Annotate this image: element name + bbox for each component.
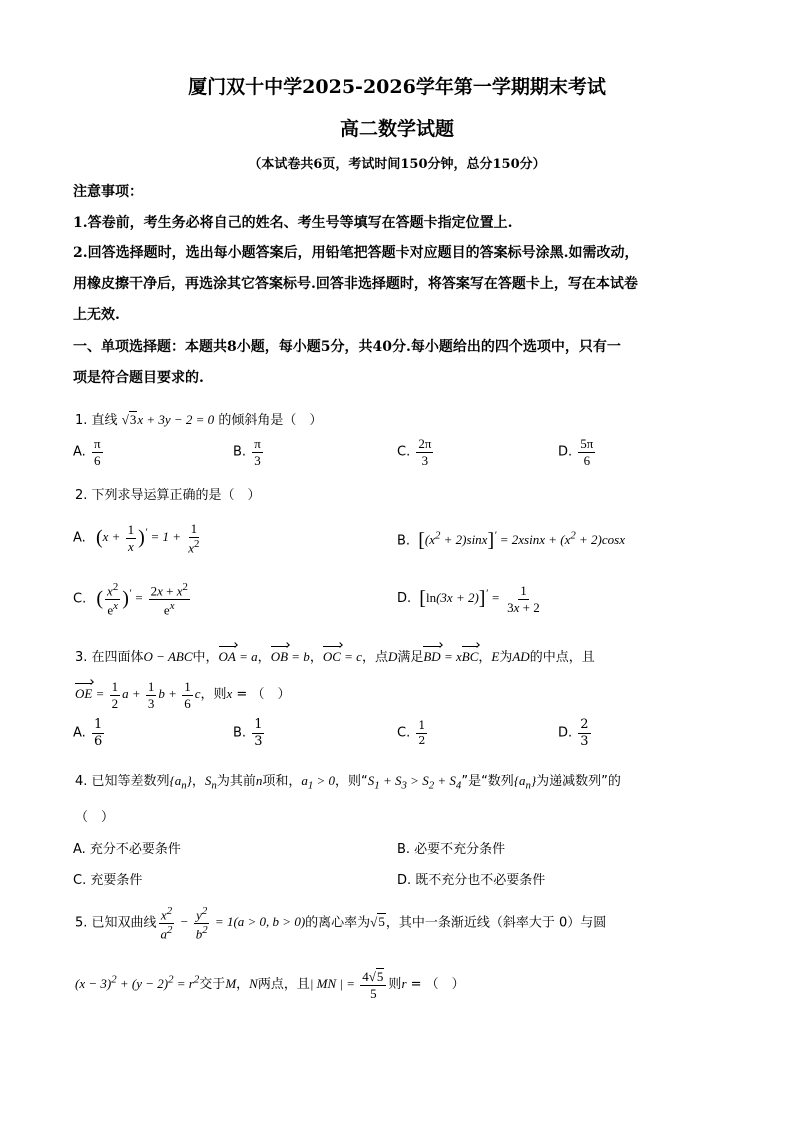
exam-info: （本试卷共6页，考试时间150分钟，总分150分） <box>248 157 546 172</box>
question-3-line-1: 3. 在四面体O − ABC中，OA = a，OB = b，OC = c，点D满足BD = xBC，E为AD的中点，且 <box>75 649 595 665</box>
q2-option-a[interactable]: A. (x + $\frac{1}{x}$ )′ = 1 + $\frac{1}{x^2}$ <box>73 521 200 555</box>
q1-option-d[interactable]: D. $\frac{5\pi}{6}$ <box>558 436 594 468</box>
question-3-line-2: OE = $\frac{1}{2}$ a + $\frac{1}{3}$ b + $\frac{1}{6}$ c，则x = （ ） <box>75 679 291 711</box>
question-4-paren: （ ） <box>75 810 115 825</box>
q2-option-d[interactable]: D. [ln(3x + 2)]′ = $\frac{1}{3x + 2}$ <box>397 583 540 615</box>
notes-item-1: 1.答卷前，考生务必将自己的姓名、考生号等填写在答题卡指定位置上. <box>73 215 513 231</box>
exam-title: 厦门双十中学2025-2026学年第一学期期末考试 <box>188 76 606 98</box>
notes-item-2-line-3: 上无效. <box>73 307 120 323</box>
question-2: 2. 下列求导运算正确的是（ ） <box>75 488 261 503</box>
notes-item-2-line-2: 用橡皮擦干净后，再选涂其它答案标号.回答非选择题时，将答案写在答题卡上，写在本试卷 <box>73 276 638 292</box>
question-1 <box>75 409 322 428</box>
q1-prefix: 1. 直线 <box>75 413 118 428</box>
q3-option-c[interactable]: C. $\frac{1}{2}$ <box>397 719 426 747</box>
question-5-line-2: $(x - 3)^2 + (y - 2)^2 = r^2$交于M，N两点，且| MN | = $\frac{4√5}{5}$ 则r = （ ） <box>75 969 465 1001</box>
notes-item-2-line-1: 2.回答选择题时，选出每小题答案后，用铅笔把答题卡对应题目的答案标号涂黑.如需改动， <box>73 245 639 261</box>
q1-option-a[interactable]: A. $\frac{\pi}{6}$ <box>73 436 101 468</box>
q4-option-c[interactable]: C. 充要条件 <box>73 873 143 888</box>
q4-option-b[interactable]: B. 必要不充分条件 <box>397 842 506 857</box>
question-5-line-1: 5. 已知双曲线 $\frac{x^2}{a^2}$ − $\frac{y^2}{b^2}$ = 1(a > 0, b > 0)的离心率为√5，其中一条渐近线（斜率大于 0）与圆 <box>75 905 607 942</box>
q4-option-a[interactable]: A. 充分不必要条件 <box>73 842 181 857</box>
q3-option-b[interactable]: B. $\frac{1}{3}$ <box>233 717 263 749</box>
section-1-heading-line-1: 一、单项选择题：本题共8小题，每小题5分，共40分.每小题给出的四个选项中，只有一 <box>73 339 621 355</box>
q1-suffix: 的倾斜角是（ ） <box>218 413 323 428</box>
section-1-heading-line-2: 项是符合题目要求的. <box>73 370 204 386</box>
q2-option-b[interactable]: B. $[(x^2 + 2)\sin x]' = 2xsinx + (x^2 + 2)\cos x$ <box>397 530 625 552</box>
exam-subtitle: 高二数学试题 <box>339 118 454 140</box>
q1-option-b[interactable]: B. $\frac{\pi}{3}$ <box>233 436 261 468</box>
q4-option-d[interactable]: D. 既不充分也不必要条件 <box>397 873 546 888</box>
q2-option-c[interactable]: C. ( $\frac{x^2}{e^x}$ )′ = $\frac{2x + x^2}{e^x}$ <box>73 581 188 618</box>
question-4-line-1: 4. 已知等差数列$\{a_n\}$，$S_n$为其前n项和，$a_1 > 0$，则“$S_1 + S_3 > S_2 + S_4$”是“数列$\{a_n\}$为递减数列”的 <box>75 773 621 792</box>
notes-heading: 注意事项： <box>73 184 143 200</box>
q1-line-equation: √3x + 3y − 2 = 0 <box>121 412 215 427</box>
q1-option-c[interactable]: C. $\frac{2\pi}{3}$ <box>397 436 432 468</box>
q3-option-a[interactable]: A. $\frac{1}{6}$ <box>73 717 103 749</box>
q3-option-d[interactable]: D. $\frac{2}{3}$ <box>558 717 589 749</box>
